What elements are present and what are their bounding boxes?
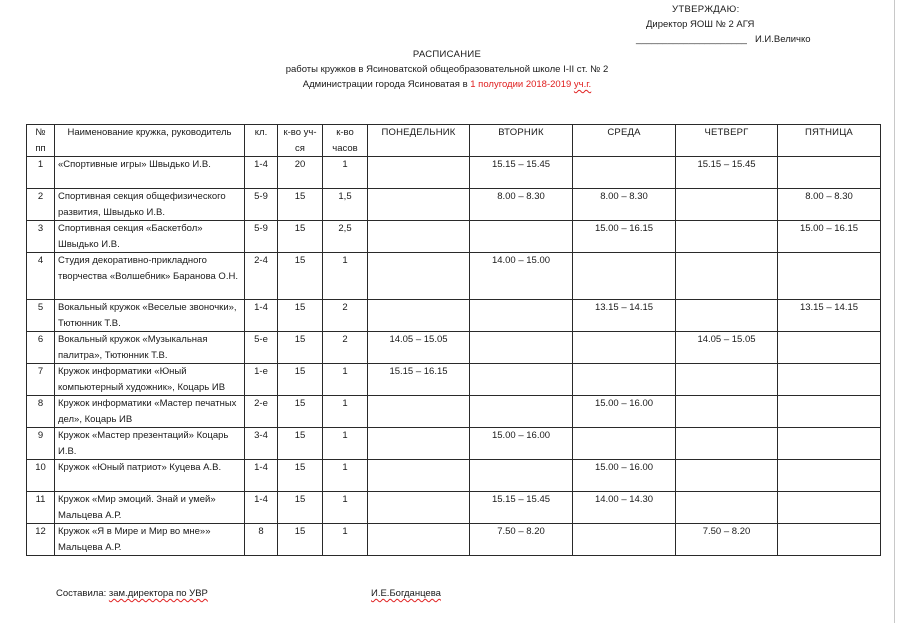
header-name: Наименование кружка, руководитель [55, 125, 245, 157]
cell-monday: 15.15 – 16.15 [368, 364, 470, 396]
cell-students: 15 [278, 332, 323, 364]
table-row [27, 524, 881, 556]
cell-tuesday: 7.50 – 8.20 [470, 524, 573, 556]
cell-friday [778, 253, 881, 300]
cell-students: 15 [278, 364, 323, 396]
cell-friday [778, 364, 881, 396]
title-heading: РАСПИСАНИЕ [412, 49, 482, 60]
cell-thursday [676, 460, 778, 492]
cell-name: Кружок «Юный патриот» Куцева А.В. [55, 460, 245, 492]
header-students: к-во уч-ся [278, 125, 323, 157]
title-period-prefix: Администрации города Ясиноватая в [302, 79, 468, 90]
director-signature [600, 32, 840, 47]
cell-wednesday: 15.00 – 16.00 [573, 460, 676, 492]
cell-num: 2 [27, 189, 55, 221]
cell-num: 3 [27, 221, 55, 253]
cell-thursday [676, 492, 778, 524]
cell-thursday [676, 364, 778, 396]
cell-thursday: 7.50 – 8.20 [676, 524, 778, 556]
approval-block [600, 2, 840, 47]
cell-friday [778, 396, 881, 428]
cell-wednesday: 13.15 – 14.15 [573, 300, 676, 332]
cell-name: Кружок информатики «Юный компьютерный художник», Коцарь ИВ [55, 364, 245, 396]
cell-students: 15 [278, 460, 323, 492]
cell-num: 4 [27, 253, 55, 300]
cell-wednesday: 15.00 – 16.00 [573, 396, 676, 428]
table-header-row [27, 125, 881, 157]
cell-wednesday: 14.00 – 14.30 [573, 492, 676, 524]
cell-grade: 3-4 [245, 428, 278, 460]
title-subheading: работы кружков в Ясиноватской общеобразовательной школе I-II ст. № 2 [285, 64, 609, 75]
cell-grade: 2-е [245, 396, 278, 428]
cell-students: 15 [278, 396, 323, 428]
cell-thursday [676, 221, 778, 253]
cell-tuesday: 8.00 – 8.30 [470, 189, 573, 221]
title-period-year: уч.г. [573, 79, 592, 90]
cell-grade: 1-4 [245, 460, 278, 492]
cell-num: 1 [27, 157, 55, 189]
cell-students: 15 [278, 524, 323, 556]
cell-monday: 14.05 – 15.05 [368, 332, 470, 364]
cell-hours: 2,5 [323, 221, 368, 253]
cell-monday [368, 396, 470, 428]
cell-grade: 1-е [245, 364, 278, 396]
cell-students: 15 [278, 253, 323, 300]
cell-wednesday: 8.00 – 8.30 [573, 189, 676, 221]
cell-monday [368, 492, 470, 524]
cell-num: 8 [27, 396, 55, 428]
cell-name: Кружок информатики «Мастер печатных дел», Коцарь ИВ [55, 396, 245, 428]
table-row [27, 157, 881, 189]
cell-name: Вокальный кружок «Музыкальная палитра», Тютюнник Т.В. [55, 332, 245, 364]
cell-hours: 1 [323, 157, 368, 189]
cell-thursday [676, 428, 778, 460]
table-row [27, 253, 881, 300]
cell-friday [778, 492, 881, 524]
table-row [27, 428, 881, 460]
cell-grade: 8 [245, 524, 278, 556]
cell-friday [778, 428, 881, 460]
compiled-by-name-wrap [371, 588, 441, 599]
cell-tuesday [470, 221, 573, 253]
compiled-by-position: зам.директора по УВР [108, 588, 208, 599]
cell-monday [368, 300, 470, 332]
cell-friday [778, 460, 881, 492]
compiled-by-prefix: Составила: [56, 588, 109, 599]
cell-wednesday [573, 428, 676, 460]
cell-friday: 15.00 – 16.15 [778, 221, 881, 253]
cell-hours: 1 [323, 492, 368, 524]
cell-num: 10 [27, 460, 55, 492]
table-row [27, 364, 881, 396]
compiled-by [56, 588, 208, 599]
cell-grade: 1-4 [245, 300, 278, 332]
schedule-table [26, 124, 881, 556]
cell-grade: 5-9 [245, 221, 278, 253]
cell-wednesday [573, 332, 676, 364]
cell-thursday [676, 300, 778, 332]
cell-hours: 1 [323, 364, 368, 396]
cell-num: 11 [27, 492, 55, 524]
cell-wednesday: 15.00 – 16.15 [573, 221, 676, 253]
cell-hours: 1 [323, 460, 368, 492]
cell-students: 15 [278, 428, 323, 460]
cell-tuesday [470, 396, 573, 428]
cell-num: 6 [27, 332, 55, 364]
cell-thursday [676, 253, 778, 300]
table-row [27, 189, 881, 221]
director-position: Директор ЯОШ № 2 АГЯ [646, 19, 755, 30]
document-title [0, 47, 894, 92]
table-row [27, 300, 881, 332]
cell-wednesday [573, 253, 676, 300]
cell-monday [368, 253, 470, 300]
cell-name: Кружок «Мир эмоций. Знай и умей» Мальцева А.Р. [55, 492, 245, 524]
title-period [0, 77, 894, 92]
cell-grade: 1-4 [245, 157, 278, 189]
table-row [27, 221, 881, 253]
approve-label: УТВЕРЖДАЮ: [672, 4, 740, 15]
cell-grade: 2-4 [245, 253, 278, 300]
cell-friday: 13.15 – 14.15 [778, 300, 881, 332]
compiled-by-name: И.Е.Богданцева [371, 588, 441, 599]
cell-thursday: 15.15 – 15.45 [676, 157, 778, 189]
director-name: И.И.Величко [754, 34, 811, 45]
cell-hours: 1 [323, 396, 368, 428]
cell-name: Студия декоративно-прикладного творчества «Волшебник» Баранова О.Н. [55, 253, 245, 300]
cell-monday [368, 460, 470, 492]
cell-wednesday [573, 157, 676, 189]
cell-tuesday [470, 300, 573, 332]
cell-name: Спортивная секция общефизического развития, Швыдько И.В. [55, 189, 245, 221]
cell-students: 15 [278, 189, 323, 221]
cell-monday [368, 157, 470, 189]
cell-hours: 1 [323, 253, 368, 300]
cell-students: 15 [278, 221, 323, 253]
cell-num: 9 [27, 428, 55, 460]
cell-wednesday [573, 524, 676, 556]
cell-students: 15 [278, 300, 323, 332]
cell-num: 5 [27, 300, 55, 332]
cell-students: 15 [278, 492, 323, 524]
table-row [27, 396, 881, 428]
cell-friday [778, 524, 881, 556]
cell-name: «Спортивные игры» Швыдько И.В. [55, 157, 245, 189]
cell-students: 20 [278, 157, 323, 189]
cell-name: Кружок «Я в Мире и Мир во мне»» Мальцева А.Р. [55, 524, 245, 556]
cell-hours: 2 [323, 300, 368, 332]
cell-name: Вокальный кружок «Веселые звоночки», Тютюнник Т.В. [55, 300, 245, 332]
header-grade: кл. [245, 125, 278, 157]
cell-num: 12 [27, 524, 55, 556]
table-row [27, 492, 881, 524]
cell-tuesday: 15.00 – 16.00 [470, 428, 573, 460]
cell-monday [368, 221, 470, 253]
header-num: № пп [27, 125, 55, 157]
cell-name: Спортивная секция «Баскетбол» Швыдько И.В. [55, 221, 245, 253]
header-tuesday: ВТОРНИК [470, 125, 573, 157]
table-row [27, 460, 881, 492]
cell-tuesday: 15.15 – 15.45 [470, 492, 573, 524]
cell-thursday [676, 189, 778, 221]
cell-hours: 1,5 [323, 189, 368, 221]
header-monday: ПОНЕДЕЛЬНИК [368, 125, 470, 157]
cell-friday [778, 332, 881, 364]
cell-thursday [676, 396, 778, 428]
cell-hours: 2 [323, 332, 368, 364]
cell-tuesday: 15.15 – 15.45 [470, 157, 573, 189]
cell-tuesday [470, 460, 573, 492]
cell-tuesday [470, 364, 573, 396]
cell-grade: 5-е [245, 332, 278, 364]
header-wednesday: СРЕДА [573, 125, 676, 157]
signature-line: _____________________ [636, 34, 747, 45]
cell-monday [368, 189, 470, 221]
cell-hours: 1 [323, 524, 368, 556]
cell-friday [778, 157, 881, 189]
cell-num: 7 [27, 364, 55, 396]
cell-name: Кружок «Мастер презентаций» Коцарь И.В. [55, 428, 245, 460]
cell-tuesday: 14.00 – 15.00 [470, 253, 573, 300]
header-hours: к-во часов [323, 125, 368, 157]
table-row [27, 332, 881, 364]
page-margin-line [894, 0, 895, 623]
title-period-red: 1 полугодии 2018-2019 [467, 79, 574, 90]
cell-grade: 1-4 [245, 492, 278, 524]
cell-monday [368, 524, 470, 556]
cell-monday [368, 428, 470, 460]
header-friday: ПЯТНИЦА [778, 125, 881, 157]
cell-tuesday [470, 332, 573, 364]
cell-hours: 1 [323, 428, 368, 460]
cell-friday: 8.00 – 8.30 [778, 189, 881, 221]
cell-grade: 5-9 [245, 189, 278, 221]
cell-thursday: 14.05 – 15.05 [676, 332, 778, 364]
header-thursday: ЧЕТВЕРГ [676, 125, 778, 157]
cell-wednesday [573, 364, 676, 396]
